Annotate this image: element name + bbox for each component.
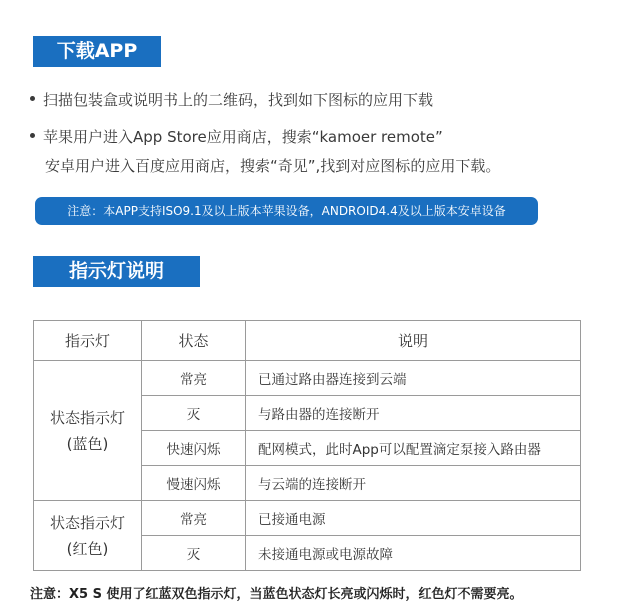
header-indicator: 指示灯	[34, 321, 142, 361]
description-cell: 未接通电源或电源故障	[246, 536, 581, 571]
description-cell: 与云端的连接断开	[246, 466, 581, 501]
indicator-heading: 指示灯说明	[33, 256, 200, 287]
state-cell: 常亮	[142, 361, 246, 396]
table-row	[34, 501, 581, 536]
state-cell: 常亮	[142, 501, 246, 536]
description-cell: 配网模式，此时App可以配置滴定泵接入路由器	[246, 431, 581, 466]
indicator-table	[33, 320, 581, 571]
bullet-ios	[30, 126, 443, 147]
header-description: 说明	[246, 321, 581, 361]
red-label-line2: (红色)	[66, 539, 109, 558]
table-header-row	[34, 321, 581, 361]
state-cell: 灭	[142, 396, 246, 431]
state-cell: 灭	[142, 536, 246, 571]
table-row	[34, 361, 581, 396]
bullet-scan-qr-text: 扫描包装盒或说明书上的二维码，找到如下图标的应用下载	[43, 91, 434, 109]
description-cell: 与路由器的连接断开	[246, 396, 581, 431]
blue-label-line2: (蓝色)	[66, 434, 109, 453]
state-cell: 慢速闪烁	[142, 466, 246, 501]
compatibility-note: 注意：本APP支持ISO9.1及以上版本苹果设备，ANDROID4.4及以上版本安卓设备	[35, 197, 538, 225]
footnote: 注意：X5 S 使用了红蓝双色指示灯，当蓝色状态灯长亮或闪烁时，红色灯不需要亮。	[30, 587, 523, 602]
red-indicator-label	[34, 501, 142, 571]
android-instruction: 安卓用户进入百度应用商店，搜索“奇见”,找到对应图标的应用下载。	[45, 157, 501, 175]
state-cell: 快速闪烁	[142, 431, 246, 466]
bullet-dot	[30, 133, 35, 138]
bullet-ios-text: 苹果用户进入App Store应用商店，搜索“kamoer remote”	[43, 128, 443, 146]
red-label-line1: 状态指示灯	[49, 513, 125, 532]
blue-label-line1: 状态指示灯	[49, 408, 125, 427]
download-app-heading: 下载APP	[33, 36, 161, 67]
bullet-scan-qr	[30, 89, 433, 110]
header-state: 状态	[142, 321, 246, 361]
blue-indicator-label	[34, 361, 142, 501]
bullet-dot	[30, 96, 35, 101]
description-cell: 已接通电源	[246, 501, 581, 536]
description-cell: 已通过路由器连接到云端	[246, 361, 581, 396]
